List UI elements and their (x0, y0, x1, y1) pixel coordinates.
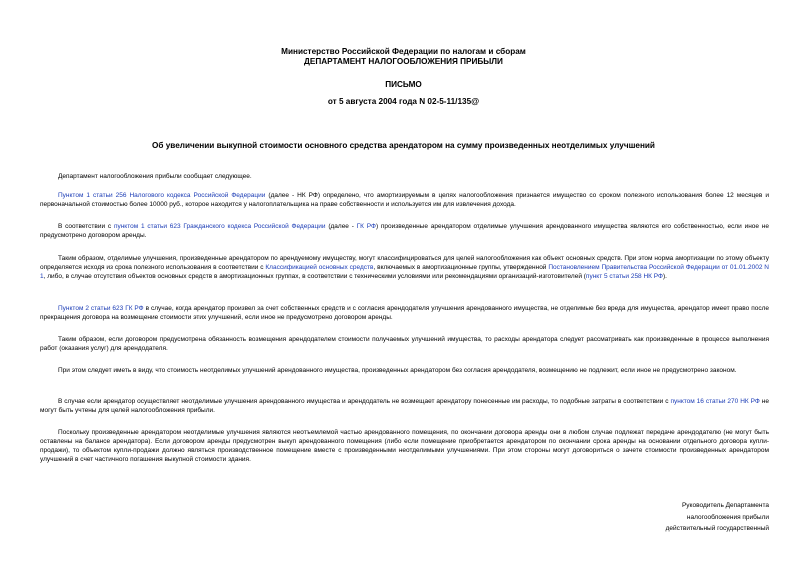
paragraph-5: Пунктом 2 статьи 623 ГК РФ в случае, когда арендатор произвел за счет собственных средств и с согласия арендодателя улучшения арендованного имущества, не отделимые без вреда для имущества, арендатор имеет право после прекращения договора на возмещение стоимости этих улучшений, если иное не предусмотрено договором аренды. (40, 305, 769, 321)
paragraph-8: В случае если арендатор осуществляет неотделимые улучшения арендованного имущества и арендодатель не возмещает арендатору понесенные им расходы, то подобные затраты в соответствии с пунктом 16 статьи 270 НК РФ не могут быть учтены для целей налогообложения прибыли. (40, 398, 769, 414)
ministry-name: Министерство Российской Федерации по налогам и сборам (281, 47, 526, 56)
signature-block (666, 500, 769, 535)
link-gk-623-1[interactable]: пунктом 1 статьи 623 Гражданского кодекса Российской Федерации (113, 223, 326, 230)
link-classification[interactable]: Классификацией основных средств (265, 264, 374, 271)
letter-date: от 5 августа 2004 года N 02-5-11/135@ (327, 97, 480, 106)
paragraph-4: Таким образом, отделимые улучшения, произведенные арендатором по арендуемому имуществу, могут классифицироваться для целей налогообложения как объект основных средств. При этом норма амортизации по этому объекту определяется исходя из срока полезного использования в соответствии с Классификацией основных средств, включаемых в амортизационные группы, утвержденной Постановлением Правительства Российской Федерации от 01.01.2002 N 1, либо, в случае отсутствия объектов основных средств в амортизационных группах, в соответствии с техническими условиями или рекомендациями организаций-изготовителей (пункт 5 статьи 258 НК РФ). (40, 255, 769, 280)
link-gk-623-2[interactable]: Пунктом 2 статьи 623 ГК РФ (58, 305, 144, 312)
paragraph-2: Пунктом 1 статьи 256 Налогового кодекса Российской Федерации (далее - НК РФ) определено, что амортизируемым в целях налогообложения признается имущество со сроком полезного использования более 12 месяцев и первоначальной стоимостью более 10000 руб., которое находится у налогоплательщика на праве собственности и используется им для извлечения дохода. (40, 192, 769, 208)
paragraph-7: При этом следует иметь в виду, что стоимость неотделимых улучшений арендованного имущества, произведенных арендатором без согласия арендодателя, возмещению не подлежит, если иное не предусмотрено законом. (58, 367, 737, 374)
letter-subject: Об увеличении выкупной стоимости основного средства арендатором на сумму произведенных неотделимых улучшений (152, 141, 655, 150)
document-header (0, 47, 807, 67)
letter-type: ПИСЬМО (385, 80, 422, 89)
department-name: ДЕПАРТАМЕНТ НАЛОГООБЛОЖЕНИЯ ПРИБЫЛИ (304, 57, 503, 66)
link-nk-270-16[interactable]: пунктом 16 статьи 270 НК РФ (670, 398, 760, 405)
link-gk-rf[interactable]: ГК РФ (356, 223, 376, 230)
paragraph-3: В соответствии с пунктом 1 статьи 623 Гражданского кодекса Российской Федерации (далее - ГК РФ) произведенные арендатором отделимые улучшения арендованного имущества являются его собственностью, если иное не предусмотрено договором аренды. (40, 223, 770, 239)
link-nk-258-5[interactable]: пункт 5 статьи 258 НК РФ (585, 273, 663, 280)
paragraph-6: Таким образом, если договором предусмотрена обязанность возмещения арендодателем стоимости получаемых улучшений имущества, то расходы арендатора следует рассматривать как произведенные в процессе выполнения работ (оказания услуг) для арендодателя. (40, 336, 769, 352)
signature-line-2: налогообложения прибыли (686, 513, 769, 521)
signature-line-1: Руководитель Департамента (681, 502, 769, 509)
signature-line-3: действительный государственный (665, 525, 769, 532)
paragraph-1: Департамент налогообложения прибыли сообщает следующее. (58, 173, 252, 180)
link-nk-256-1[interactable]: Пунктом 1 статьи 256 Налогового кодекса Российской Федерации (58, 192, 266, 199)
paragraph-9: Поскольку произведенные арендатором неотделимые улучшения являются неотъемлемой частью арендованного помещения, по окончании договора аренды они в любом случае подлежат передаче арендодателю (не могут быть оставлены на балансе арендатора). Если договором аренды предусмотрен выкуп арендованного помещения (либо если помещение приобретается арендатором по окончании срока аренды на основании отдельного договора купли-продажи), то объектом купли-продажи должно являться производственное помещение вместе с произведенными неотделимыми улучшениями. При этом стороны могут договориться о зачете стоимости произведенных арендатором улучшений в счет частичного погашения выкупной стоимости здания. (40, 429, 769, 463)
link-government-decree[interactable]: Постановлением Правительства Российской Федерации от 01.01.2002 N 1 (40, 264, 769, 280)
